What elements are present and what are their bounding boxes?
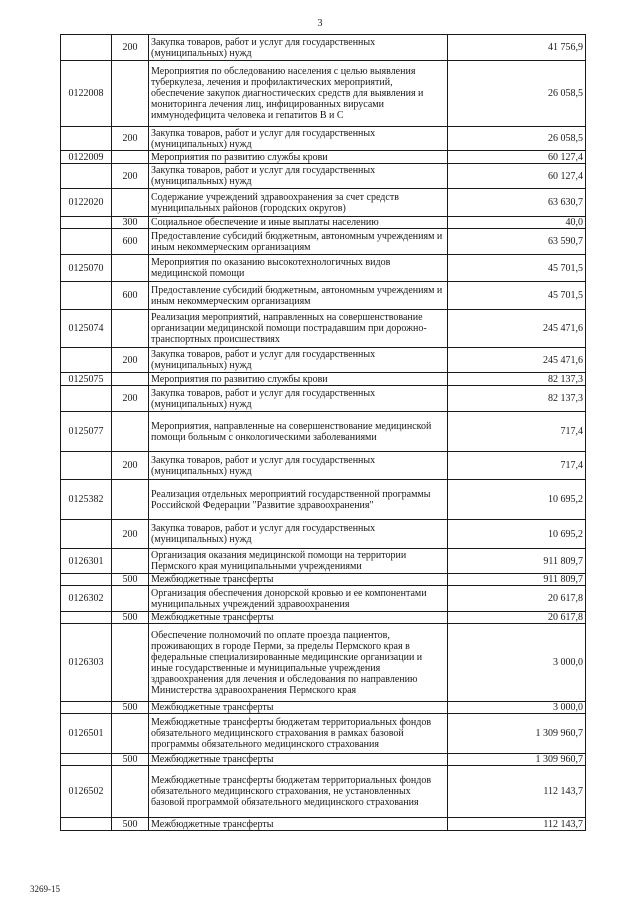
table-row [61, 61, 586, 127]
row-code: 0125074 [61, 310, 112, 348]
row-description: Закупка товаров, работ и услуг для государственных (муниципальных) нужд [149, 348, 448, 373]
row-description: Закупка товаров, работ и услуг для государственных (муниципальных) нужд [149, 164, 448, 189]
row-amount: 60 127,4 [448, 164, 586, 189]
row-code: 0126301 [61, 549, 112, 574]
row-expense-type: 200 [112, 348, 149, 373]
table-row [61, 412, 586, 452]
table-row [61, 754, 586, 766]
table-row [61, 310, 586, 348]
row-expense-type [112, 480, 149, 520]
row-description: Предоставление субсидий бюджетным, автономным учреждениям и иным некоммерческим организациям [149, 229, 448, 255]
budget-table [60, 34, 586, 831]
table-row [61, 127, 586, 151]
row-amount: 911 809,7 [448, 574, 586, 586]
row-code: 0126501 [61, 714, 112, 754]
row-description: Мероприятия, направленные на совершенствование медицинской помощи больным с онкологическими заболеваниями [149, 412, 448, 452]
row-description: Мероприятия по развитию службы крови [149, 151, 448, 164]
budget-table-body [61, 35, 586, 831]
table-row [61, 255, 586, 282]
page-number: 3 [317, 18, 323, 29]
row-description: Мероприятия по оказанию высокотехнологичных видов медицинской помощи [149, 255, 448, 282]
table-row [61, 348, 586, 373]
row-amount: 63 630,7 [448, 189, 586, 217]
row-description: Межбюджетные трансферты бюджетам территориальных фондов обязательного медицинского страхования в рамках базовой программы обязательного медицинского страхования [149, 714, 448, 754]
table-row [61, 164, 586, 189]
row-description: Закупка товаров, работ и услуг для государственных (муниципальных) нужд [149, 386, 448, 412]
row-amount: 63 590,7 [448, 229, 586, 255]
row-code [61, 348, 112, 373]
table-row [61, 480, 586, 520]
table-row [61, 549, 586, 574]
row-code: 0122009 [61, 151, 112, 164]
row-expense-type [112, 624, 149, 702]
row-code [61, 574, 112, 586]
row-amount: 45 701,5 [448, 282, 586, 310]
row-expense-type: 200 [112, 35, 149, 61]
row-expense-type: 200 [112, 127, 149, 151]
row-expense-type: 200 [112, 386, 149, 412]
row-description: Реализация отдельных мероприятий государственной программы Российской Федерации "Развитие здравоохранения" [149, 480, 448, 520]
row-amount: 26 058,5 [448, 61, 586, 127]
row-amount: 45 701,5 [448, 255, 586, 282]
row-code [61, 282, 112, 310]
row-code: 0125382 [61, 480, 112, 520]
table-row [61, 818, 586, 831]
table-row [61, 35, 586, 61]
row-expense-type: 300 [112, 217, 149, 229]
row-expense-type [112, 714, 149, 754]
row-expense-type: 500 [112, 754, 149, 766]
row-code [61, 217, 112, 229]
row-amount: 82 137,3 [448, 386, 586, 412]
row-code [61, 452, 112, 480]
row-description: Закупка товаров, работ и услуг для государственных (муниципальных) нужд [149, 452, 448, 480]
row-code [61, 386, 112, 412]
table-row [61, 229, 586, 255]
row-expense-type: 200 [112, 520, 149, 549]
row-description: Организация обеспечения донорской кровью и ее компонентами муниципальных учреждений здравоохранения [149, 586, 448, 612]
row-description: Мероприятия по обследованию населения с целью выявления туберкулеза, лечения и профилактических мероприятий, обеспечение закупок диагностических средств для выявления и мониторинга лечения лиц, инфицированных вирусами иммунодефицита человека и гепатитов В и С [149, 61, 448, 127]
table-row [61, 702, 586, 714]
row-expense-type [112, 549, 149, 574]
table-row [61, 766, 586, 818]
table-row [61, 714, 586, 754]
row-expense-type: 200 [112, 452, 149, 480]
table-row [61, 282, 586, 310]
row-description: Содержание учреждений здравоохранения за счет средств муниципальных районов (городских округов) [149, 189, 448, 217]
row-description: Межбюджетные трансферты [149, 574, 448, 586]
row-code [61, 612, 112, 624]
row-code: 0122008 [61, 61, 112, 127]
row-amount: 20 617,8 [448, 612, 586, 624]
row-amount: 10 695,2 [448, 520, 586, 549]
row-code [61, 754, 112, 766]
row-expense-type: 600 [112, 229, 149, 255]
row-code: 0125077 [61, 412, 112, 452]
row-expense-type [112, 373, 149, 386]
row-expense-type [112, 412, 149, 452]
row-expense-type [112, 61, 149, 127]
table-row [61, 574, 586, 586]
row-description: Предоставление субсидий бюджетным, автономным учреждениям и иным некоммерческим организациям [149, 282, 448, 310]
row-expense-type: 500 [112, 818, 149, 831]
row-amount: 911 809,7 [448, 549, 586, 574]
row-amount: 20 617,8 [448, 586, 586, 612]
row-code: 0122020 [61, 189, 112, 217]
row-amount: 10 695,2 [448, 480, 586, 520]
row-amount: 3 000,0 [448, 702, 586, 714]
table-row [61, 189, 586, 217]
row-amount: 82 137,3 [448, 373, 586, 386]
row-expense-type [112, 189, 149, 217]
row-amount: 112 143,7 [448, 766, 586, 818]
row-amount: 60 127,4 [448, 151, 586, 164]
table-row [61, 612, 586, 624]
row-code [61, 35, 112, 61]
table-row [61, 217, 586, 229]
row-expense-type: 500 [112, 612, 149, 624]
row-amount: 112 143,7 [448, 818, 586, 831]
row-description: Мероприятия по развитию службы крови [149, 373, 448, 386]
table-row [61, 386, 586, 412]
row-expense-type [112, 310, 149, 348]
row-description: Закупка товаров, работ и услуг для государственных (муниципальных) нужд [149, 35, 448, 61]
row-description: Межбюджетные трансферты [149, 818, 448, 831]
row-amount: 717,4 [448, 412, 586, 452]
row-code [61, 818, 112, 831]
row-description: Организация оказания медицинской помощи на территории Пермского края муниципальными учреждениями [149, 549, 448, 574]
document-code: 3269-15 [30, 884, 60, 894]
table-row [61, 151, 586, 164]
row-amount: 3 000,0 [448, 624, 586, 702]
table-row [61, 452, 586, 480]
row-code: 0126302 [61, 586, 112, 612]
row-amount: 245 471,6 [448, 310, 586, 348]
row-description: Межбюджетные трансферты [149, 754, 448, 766]
row-expense-type: 600 [112, 282, 149, 310]
row-amount: 1 309 960,7 [448, 714, 586, 754]
table-row [61, 624, 586, 702]
row-amount: 717,4 [448, 452, 586, 480]
row-amount: 41 756,9 [448, 35, 586, 61]
row-amount: 40,0 [448, 217, 586, 229]
row-amount: 245 471,6 [448, 348, 586, 373]
row-code [61, 229, 112, 255]
row-expense-type [112, 255, 149, 282]
row-expense-type: 500 [112, 702, 149, 714]
row-description: Межбюджетные трансферты [149, 612, 448, 624]
row-code [61, 164, 112, 189]
row-description: Социальное обеспечение и иные выплаты населению [149, 217, 448, 229]
row-expense-type [112, 151, 149, 164]
row-amount: 26 058,5 [448, 127, 586, 151]
table-row [61, 520, 586, 549]
table-row [61, 373, 586, 386]
row-code: 0126303 [61, 624, 112, 702]
row-description: Закупка товаров, работ и услуг для государственных (муниципальных) нужд [149, 127, 448, 151]
row-expense-type [112, 586, 149, 612]
row-code [61, 702, 112, 714]
row-expense-type [112, 766, 149, 818]
row-description: Закупка товаров, работ и услуг для государственных (муниципальных) нужд [149, 520, 448, 549]
row-description: Обеспечение полномочий по оплате проезда пациентов, проживающих в городе Перми, за пределы Пермского края в федеральные специализированные медицинские организации и иные государственные и муниципальные учреждения здравоохранения для лечения и обследования по направлению Министерства здравоохранения Пермского края [149, 624, 448, 702]
row-code [61, 127, 112, 151]
row-description: Реализация мероприятий, направленных на совершенствование организации медицинской помощи пострадавшим при дорожно-транспортных происшествиях [149, 310, 448, 348]
row-expense-type: 200 [112, 164, 149, 189]
table-row [61, 586, 586, 612]
row-code: 0125070 [61, 255, 112, 282]
row-code: 0126502 [61, 766, 112, 818]
row-amount: 1 309 960,7 [448, 754, 586, 766]
row-expense-type: 500 [112, 574, 149, 586]
row-description: Межбюджетные трансферты бюджетам территориальных фондов обязательного медицинского страхования, не установленных базовой программой обязательного медицинского страхования [149, 766, 448, 818]
row-code [61, 520, 112, 549]
row-code: 0125075 [61, 373, 112, 386]
row-description: Межбюджетные трансферты [149, 702, 448, 714]
